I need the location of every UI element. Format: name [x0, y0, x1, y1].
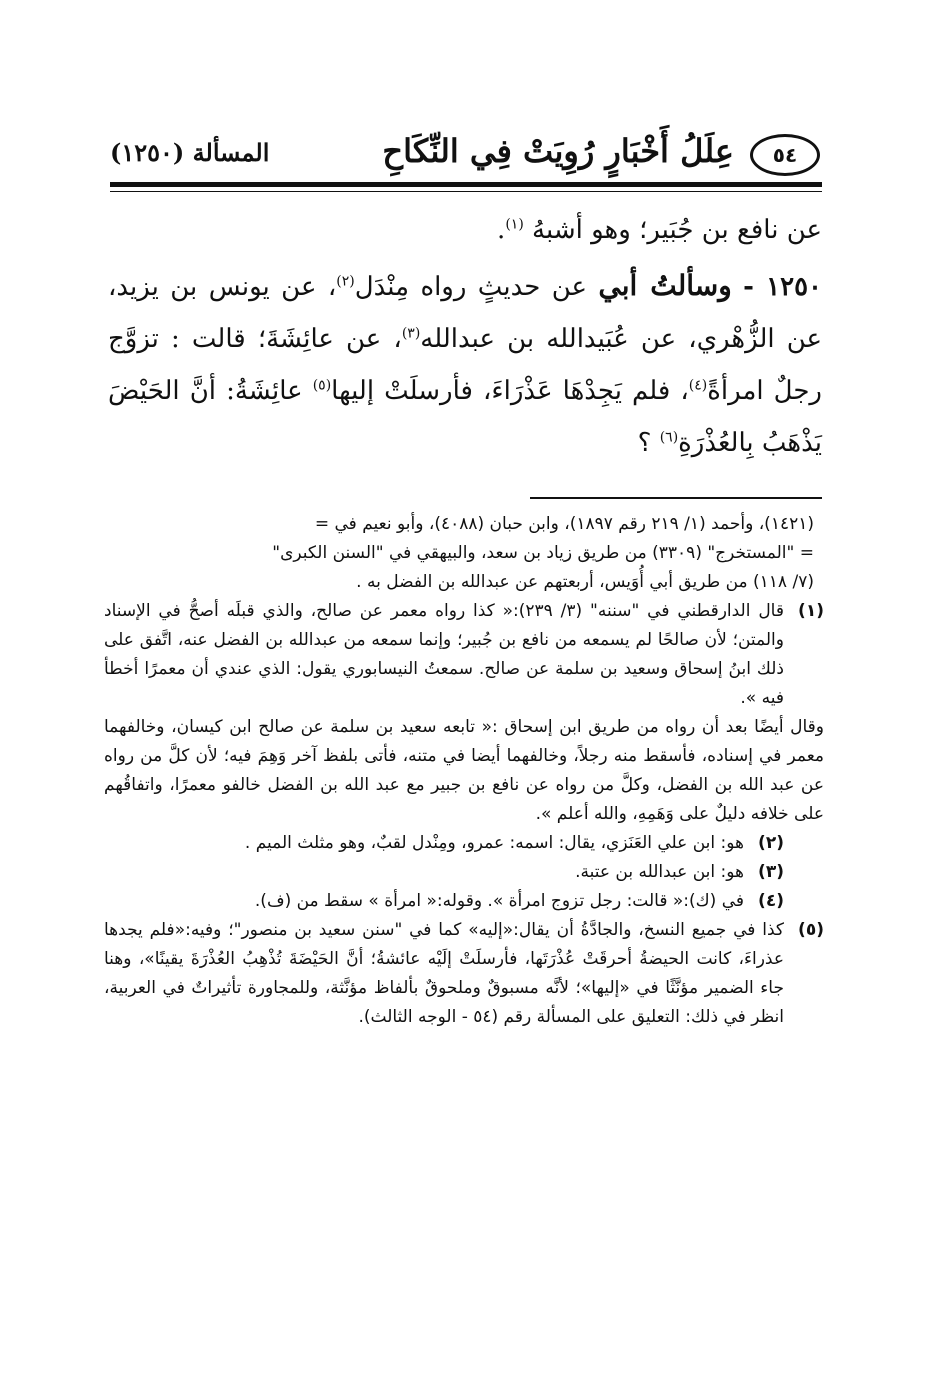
footnote-number: (٤) — [758, 891, 784, 911]
header-rule-thick — [110, 182, 822, 187]
footnote-ref-3: (٣) — [401, 325, 421, 342]
footnote-separator — [530, 497, 822, 499]
issue-text-1: عن حديثٍ رواه مِنْدَل — [354, 272, 599, 302]
footnote-carryover-line: (١٤٢١)، وأحمد (١/ ٢١٩ رقم ١٨٩٧)، وابن حبان (٤٠٨٨)، وأبو نعيم في = — [314, 514, 814, 534]
footnote-carryover-line: (٧/ ١١٨) من طريق أبي أُوَيس، أربعتهم عن عبدالله بن الفضل به . — [356, 572, 814, 592]
issue-lead: وسألتُ أبي — [598, 269, 732, 302]
issue-text-4: ، فلم يَجِدْهَا عَذْرَاءَ، فأرسلَتْ إليها — [331, 376, 689, 406]
footnote-text: هو: ابن عبدالله بن عتبة. — [575, 862, 744, 882]
continuation-end: . — [497, 215, 506, 245]
footnote-2 — [104, 829, 824, 858]
footnotes — [104, 510, 824, 1032]
footnote-ref-1: (١) — [505, 216, 524, 233]
footnote-1-continued: وقال أيضًا بعد أن رواه من طريق ابن إسحاق :« تابعه سعيد بن سلمة عن صالح ابن كيسان، وخالفهما معمر في إسناده، فأسقط منه رجلاً، وخالفهما أيضا في متنه، فأتى بلفظ آخر وَهِمَ فيه؛ لأن كلَّ من رواه عن عبد الله بن الفضل، وكلَّ من رواه عن نافع بن جبير مع عبد الله بن الفضل خالفو معمرًا، واتفاقُهم على خلافه دليلٌ على وَهَمِهِ، والله أعلم ». — [104, 717, 824, 824]
footnote-carryover-line: = "المستخرج" (٣٣٠٩) من طريق زياد بن سعد، والبيهقي في "السنن الكبرى" — [272, 543, 814, 563]
header-rule-thin — [110, 191, 822, 192]
footnote-number: (١) — [798, 601, 824, 621]
footnote-number: (٢) — [758, 833, 784, 853]
footnote-text: قال الدارقطني في "سننه" (٣/ ٢٣٩):« كذا رواه معمر عن صالح، والذي قبلَه أصحُّ في الإسناد والمتن؛ لأن صالحًا لم يسمعه من نافع بن جُبير؛ وإنما سمعه من عبدالله بن الفضل عنه، اتَّفق على ذلك ابنُ إسحاق وسعيد بن سلمة عن صالح. سمعتُ النيسابوري يقول: الذي عندي أن معمرًا أخطأ فيه ». — [104, 601, 784, 708]
footnote-ref-2: (٢) — [336, 273, 355, 290]
footnote-3 — [104, 858, 824, 887]
main-text — [108, 204, 822, 469]
issue-paragraph — [108, 260, 822, 469]
footnote-number: (٥) — [798, 920, 824, 940]
footnote-ref-6: (٦) — [659, 429, 679, 446]
issue-label: المسألة (١٢٥٠) — [110, 138, 270, 167]
issue-text-3: ، عن عائِشَةَ؛ قالت : تزوَّج رجلٌ امرأةً — [108, 324, 822, 406]
issue-text-2: ، عن يونس بن يزيد، عن الزُّهْري، عن عُبَيدالله بن عبدالله — [108, 272, 823, 354]
continuation-paragraph — [108, 204, 822, 256]
footnote-text: في (ك):« قالت: رجل تزوج امرأة ». وقوله:« امرأة » سقط من (ف). — [254, 891, 744, 911]
footnote-ref-4: (٤) — [688, 377, 708, 394]
footnote-4 — [104, 887, 824, 916]
footnote-1 — [104, 597, 824, 713]
footnote-ref-5: (٥) — [312, 377, 332, 394]
issue-text-5: عائِشَةُ: أنَّ الحَيْضَ يَذْهَبُ بِالعُذْرَةِ — [108, 376, 822, 458]
running-header — [110, 128, 820, 178]
footnote-text: كذا في جميع النسخ، والجادَّةُ أن يقال:«إليه» كما في "سنن سعيد بن منصور"؛ وفيه:«فلم يجدها عذراءَ، كانت الحيضةُ أحرقَتْ عُذْرَتَها، فأرسلَتْ إلَيْه عائشةُ؛ أنَّ الحَيْضَةَ تُذْهِبُ العُذْرَةَ يقينًا»، وهنا جاء الضمير مؤنَّثًا في «إليها»؛ لأنَّه مسبوقٌ وملحوقٌ بألفاظ مؤنَّثة، وللمجاورة تأثيراتٌ في العربية، انظر في ذلك: التعليق على المسألة رقم (٥٤ - الوجه الثالث). — [104, 920, 784, 1027]
book-title: عِلَلُ أَخْبَارٍ رُوِيَتْ فِي النِّكَاحِ — [382, 132, 734, 170]
footnote-5 — [104, 916, 824, 1032]
issue-text-6: ؟ — [637, 428, 660, 458]
continuation-text: عن نافع بن جُبَير؛ وهو أشبهُ — [532, 215, 822, 245]
footnote-text: هو: ابن علي العَنَزي، يقال: اسمه: عمرو، ومِنْدل لقبٌ، وهو مثلث الميم . — [244, 833, 744, 853]
issue-number: ١٢٥٠ - — [743, 272, 823, 302]
footnote-number: (٣) — [758, 862, 784, 882]
page-number: ٥٤ — [750, 134, 820, 176]
